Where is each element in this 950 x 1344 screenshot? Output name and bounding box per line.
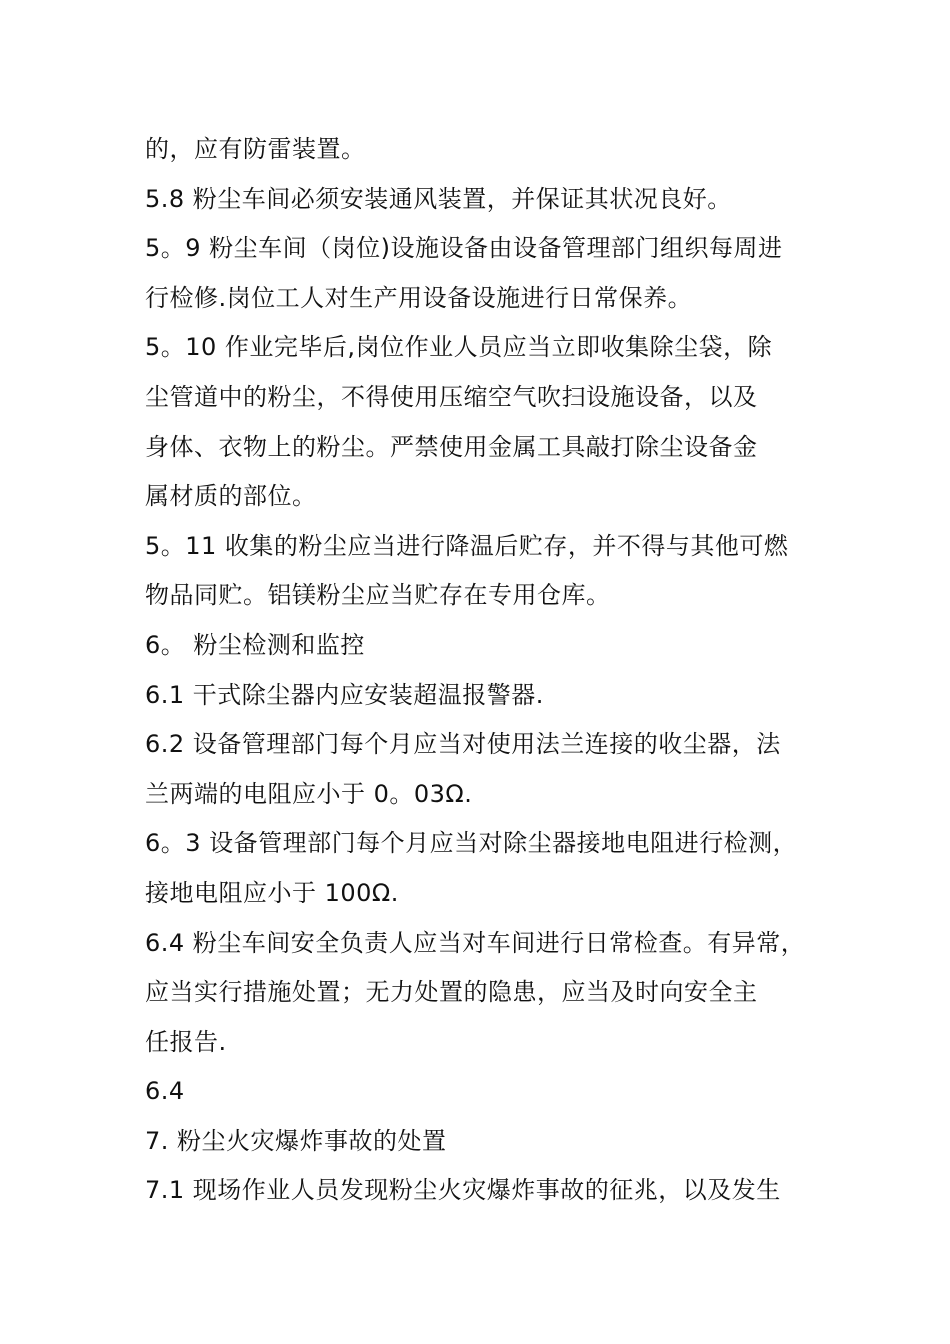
text-line: 的，应有防雷装置。 [145,135,366,163]
text-line: 身体、衣物上的粉尘。严禁使用金属工具敲打除尘设备金 [145,432,758,461]
text-line: 6.2 设备管理部门每个月应当对使用法兰连接的收尘器，法 [145,730,781,759]
text-line: 6.4 粉尘车间安全负责人应当对车间进行日常检查。有异常， [145,928,806,957]
text-line: 任报告. [145,1027,227,1056]
text-line: 7.1 现场作业人员发现粉尘火灾爆炸事故的征兆，以及发生 [145,1176,781,1205]
text-line: 行检修.岗位工人对生产用设备设施进行日常保养。 [145,283,693,312]
text-line: 属材质的部位。 [145,482,317,511]
text-line: 5。11 收集的粉尘应当进行降温后贮存，并不得与其他可燃 [145,531,789,560]
text-line: 5。9 粉尘车间（岗位)设施设备由设备管理部门组织每周进 [145,234,783,263]
section-heading: 6。 粉尘检测和监控 [145,630,365,659]
section-heading: 7. 粉尘火灾爆炸事故的处置 [145,1126,447,1155]
text-line: 应当实行措施处置；无力处置的隐患，应当及时向安全主 [145,978,758,1007]
text-line: 5.8 粉尘车间必须安装通风装置，并保证其状况良好。 [145,184,732,213]
document-body [145,125,825,1216]
text-line: 5。10 作业完毕后,岗位作业人员应当立即收集除尘袋，除 [145,333,773,362]
text-line: 尘管道中的粉尘，不得使用压缩空气吹扫设施设备，以及 [145,382,758,411]
text-line: 6。3 设备管理部门每个月应当对除尘器接地电阻进行检测， [145,829,798,858]
text-line: 6.4 [145,1077,185,1106]
text-line: 接地电阻应小于 100Ω. [145,878,399,907]
text-line: 兰两端的电阻应小于 0。03Ω. [145,779,473,808]
text-line: 6.1 干式除尘器内应安装超温报警器. [145,680,544,709]
text-line: 物品同贮。铝镁粉尘应当贮存在专用仓库。 [145,581,611,610]
